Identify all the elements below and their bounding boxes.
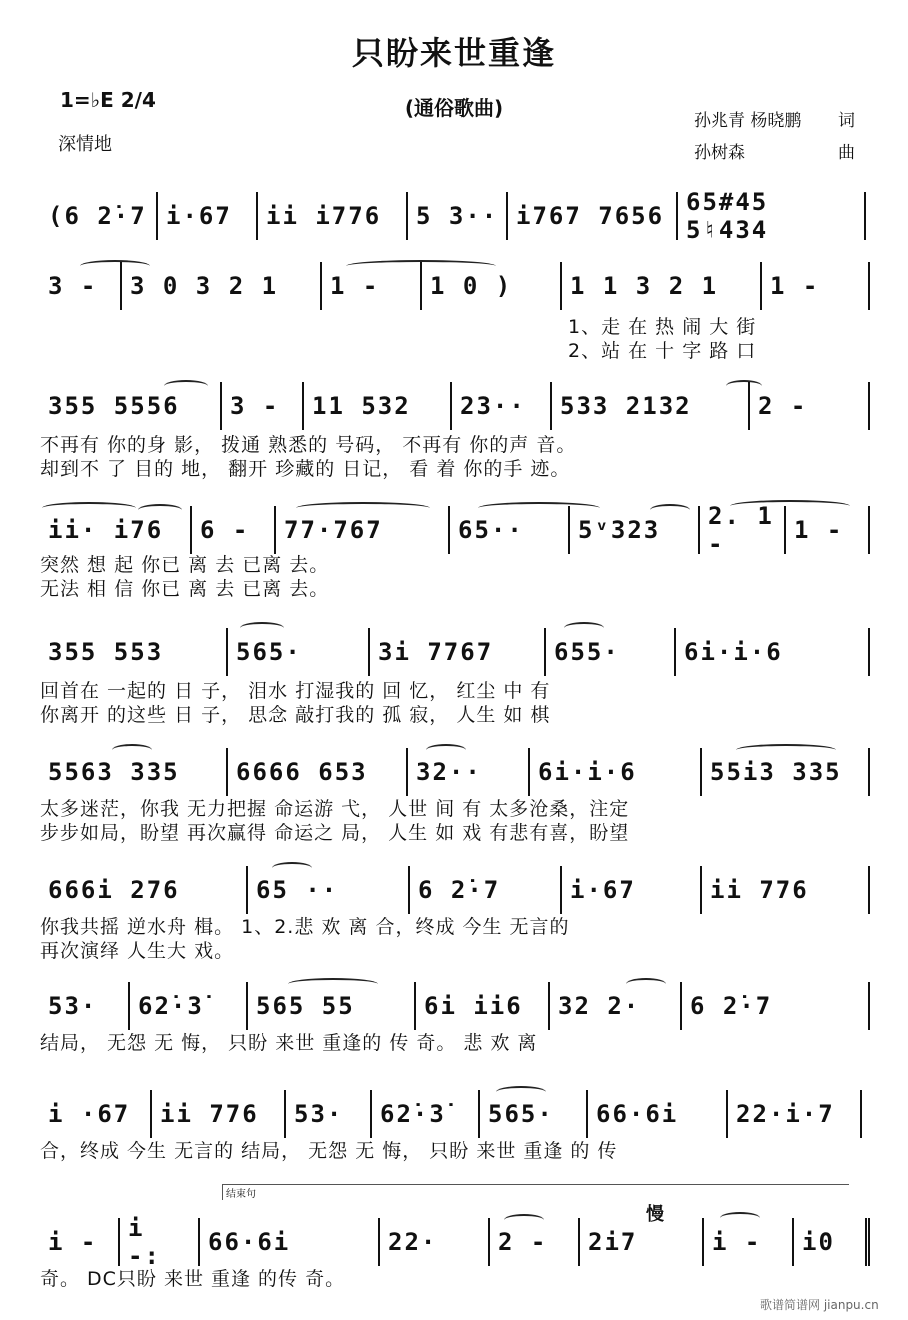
measure: 66·6i bbox=[588, 1094, 728, 1134]
measure: 3i 7767 bbox=[370, 632, 546, 672]
measure: 6i·i·6 bbox=[530, 752, 702, 792]
measure: 66·6i bbox=[200, 1222, 380, 1262]
tempo-change: 慢 bbox=[646, 1204, 664, 1225]
measure: 6 2̇·7 bbox=[682, 986, 870, 1026]
measure: ii 776 bbox=[702, 870, 870, 910]
lyric-line-1: 1、走 在 热 闹 大 街 bbox=[568, 316, 757, 338]
measure: 2 - bbox=[490, 1222, 580, 1262]
measure: 22· bbox=[380, 1222, 490, 1262]
measure: 77·767 bbox=[276, 510, 450, 550]
measure: i - bbox=[704, 1222, 794, 1262]
measure: 1 - bbox=[322, 266, 422, 306]
ending-label: 结束句 bbox=[226, 1189, 256, 1200]
ending-box bbox=[222, 1184, 849, 1200]
measure: 1 1 3 2 1 bbox=[562, 266, 762, 306]
measure: 565 55 bbox=[248, 986, 416, 1026]
composer-role: 曲 bbox=[838, 143, 855, 163]
measure: i ·67 bbox=[40, 1094, 152, 1134]
measure: 62̇·3̇ bbox=[130, 986, 248, 1026]
measure: 1 0 ) bbox=[422, 266, 562, 306]
measure: ii 776 bbox=[152, 1094, 286, 1134]
measure: 1 - bbox=[762, 266, 870, 306]
measure: 355 5556 bbox=[40, 386, 222, 426]
composer-name: 孙树森 bbox=[694, 143, 745, 163]
measure: 355 553 bbox=[40, 632, 228, 672]
measure: 53· bbox=[286, 1094, 372, 1134]
measure: 1 - bbox=[786, 510, 870, 550]
measure: 5 3·· bbox=[408, 196, 508, 236]
lyric-line-2: 再次演绎 人生大 戏。 bbox=[40, 940, 235, 962]
lyric-line-1: 合，终成 今生 无言的 结局， 无怨 无 悔， 只盼 来世 重逢 的 传 bbox=[40, 1140, 618, 1162]
measure: 6 - bbox=[192, 510, 276, 550]
measure: ii· i76 bbox=[40, 510, 192, 550]
measure: 565· bbox=[480, 1094, 588, 1134]
measure-final: i0 bbox=[794, 1222, 870, 1262]
measure: 6666 653 bbox=[228, 752, 408, 792]
measure: 565· bbox=[228, 632, 370, 672]
lyricist-names: 孙兆青 杨晓鹏 bbox=[694, 111, 802, 131]
measure: i767 7656 bbox=[508, 196, 678, 236]
measure: 23·· bbox=[452, 386, 552, 426]
measure: 6i·i·6 bbox=[676, 632, 870, 672]
lyric-line-2: 却到不 了 目的 地， 翻开 珍藏的 日记， 看 着 你的手 迹。 bbox=[40, 458, 571, 480]
tempo-marking: 深情地 bbox=[58, 134, 112, 155]
lyric-line-2: 无法 相 信 你已 离 去 已离 去。 bbox=[40, 578, 330, 600]
lyric-line-2: 你离开 的这些 日 子， 思念 敲打我的 孤 寂， 人生 如 棋 bbox=[40, 704, 551, 726]
lyric-line-2: 2、站 在 十 字 路 口 bbox=[568, 340, 757, 362]
measure: i·67 bbox=[158, 196, 258, 236]
lyric-line-1: 太多迷茫，你我 无力把握 命运游 弋， 人世 间 有 太多沧桑，注定 bbox=[40, 798, 630, 820]
measure: i - bbox=[40, 1222, 120, 1262]
measure: 62̇·3̇ bbox=[372, 1094, 480, 1134]
measure: 55i3 335 bbox=[702, 752, 870, 792]
measure: 666i 276 bbox=[40, 870, 248, 910]
measure: 6 2̇·7 bbox=[410, 870, 562, 910]
measure: 655· bbox=[546, 632, 676, 672]
lyric-line-1: 结局， 无怨 无 悔， 只盼 来世 重逢的 传 奇。 悲 欢 离 bbox=[40, 1032, 538, 1054]
measure: 65 ·· bbox=[248, 870, 410, 910]
lyric-line-1: 你我共摇 逆水舟 楫。 1、2.悲 欢 离 合，终成 今生 无言的 bbox=[40, 916, 570, 938]
measure: 53· bbox=[40, 986, 130, 1026]
song-subtitle: (通俗歌曲) bbox=[404, 96, 504, 120]
lyric-line-1: 奇。 DC只盼 来世 重逢 的传 奇。 bbox=[40, 1268, 346, 1290]
measure: i -: bbox=[120, 1222, 200, 1262]
measure: ii i776 bbox=[258, 196, 408, 236]
measure: 11 532 bbox=[304, 386, 452, 426]
measure: 32 2· bbox=[550, 986, 682, 1026]
measure: 3 - bbox=[222, 386, 304, 426]
measure: 65·· bbox=[450, 510, 570, 550]
measure: 22·i·7 bbox=[728, 1094, 862, 1134]
measure: 5ᵛ323 bbox=[570, 510, 700, 550]
measure: 3 0 3 2 1 bbox=[122, 266, 322, 306]
measure: 6i ii6 bbox=[416, 986, 550, 1026]
measure: 32·· bbox=[408, 752, 530, 792]
watermark: 歌谱简谱网 jianpu.cn bbox=[760, 1298, 879, 1312]
lyricist-role: 词 bbox=[838, 111, 855, 131]
key-signature: 1=♭E 2/4 bbox=[60, 88, 156, 112]
song-title: 只盼来世重逢 bbox=[351, 34, 556, 72]
measure: 2i7 bbox=[580, 1222, 704, 1262]
measure: 3 - bbox=[40, 266, 122, 306]
measure: (6 2̇·7 bbox=[40, 196, 158, 236]
measure: 533 2132 bbox=[552, 386, 750, 426]
measure: i·67 bbox=[562, 870, 702, 910]
measure: 5563 335 bbox=[40, 752, 228, 792]
lyric-line-1: 回首在 一起的 日 子， 泪水 打湿我的 回 忆， 红尘 中 有 bbox=[40, 680, 551, 702]
lyric-line-1: 不再有 你的身 影， 拨通 熟悉的 号码， 不再有 你的声 音。 bbox=[40, 434, 577, 456]
measure: 2. 1 - bbox=[700, 510, 786, 550]
lyric-line-1: 突然 想 起 你已 离 去 已离 去。 bbox=[40, 554, 330, 576]
measure: 65#45 5♮434 bbox=[678, 196, 866, 236]
lyric-line-2: 步步如局，盼望 再次赢得 命运之 局， 人生 如 戏 有悲有喜，盼望 bbox=[40, 822, 630, 844]
measure: 2 - bbox=[750, 386, 870, 426]
